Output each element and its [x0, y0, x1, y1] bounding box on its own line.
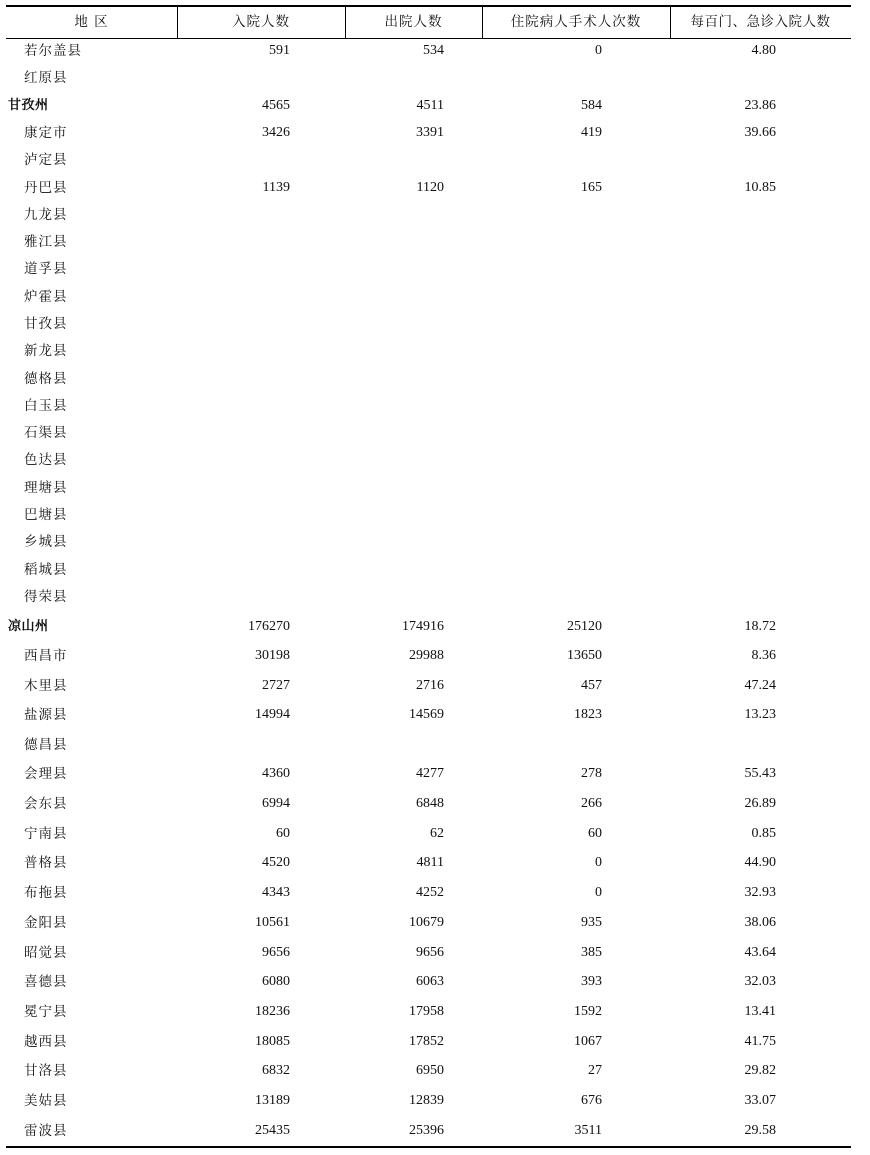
- table-row: [0, 822, 870, 846]
- admission-rate-cell: 29.58: [744, 1123, 776, 1138]
- table-row: [0, 762, 870, 786]
- admission-rate-cell: 4.80: [751, 43, 776, 58]
- admission-rate-cell: 29.82: [744, 1063, 776, 1078]
- region-name-cell: 乡城县: [24, 534, 68, 550]
- region-name-cell: 甘洛县: [24, 1063, 68, 1079]
- discharges-cell: 534: [423, 43, 444, 58]
- region-name-cell: 理塘县: [24, 480, 68, 496]
- table-row: [0, 176, 870, 200]
- region-name-cell: 石渠县: [24, 425, 68, 441]
- table-row: [0, 203, 870, 227]
- table-row: [0, 703, 870, 727]
- region-name-cell: 美姑县: [24, 1093, 68, 1109]
- admissions-cell: 176270: [248, 619, 290, 634]
- discharges-cell: 3391: [416, 125, 444, 140]
- table-row: [0, 1000, 870, 1024]
- admission-rate-cell: 13.41: [744, 1004, 776, 1019]
- surgeries-cell: 278: [581, 766, 602, 781]
- region-name-cell: 越西县: [24, 1034, 68, 1050]
- region-name-cell: 九龙县: [24, 207, 68, 223]
- surgeries-cell: 3511: [574, 1123, 602, 1138]
- region-name-cell: 色达县: [24, 452, 68, 468]
- region-name-cell: 会理县: [24, 766, 68, 782]
- surgeries-cell: 25120: [567, 619, 602, 634]
- table-row: [0, 394, 870, 418]
- admission-rate-cell: 44.90: [744, 855, 776, 870]
- admission-rate-cell: 47.24: [744, 678, 776, 693]
- admission-rate-cell: 26.89: [744, 796, 776, 811]
- region-name-cell: 雷波县: [24, 1123, 68, 1139]
- admissions-cell: 6080: [262, 974, 290, 989]
- region-name-cell: 凉山州: [8, 619, 49, 634]
- header-admissions: 入院人数: [232, 14, 290, 30]
- surgeries-cell: 1592: [574, 1004, 602, 1019]
- region-name-cell: 会东县: [24, 796, 68, 812]
- discharges-cell: 4252: [416, 885, 444, 900]
- table-row: [0, 674, 870, 698]
- discharges-cell: 12839: [409, 1093, 444, 1108]
- admission-rate-cell: 38.06: [744, 915, 776, 930]
- region-name-cell: 布拖县: [24, 885, 68, 901]
- admission-rate-cell: 41.75: [744, 1034, 776, 1049]
- surgeries-cell: 1067: [574, 1034, 602, 1049]
- table-row: [0, 1119, 870, 1143]
- table-row: [0, 421, 870, 445]
- table-row: [0, 503, 870, 527]
- table-row: [0, 448, 870, 472]
- region-name-cell: 新龙县: [24, 343, 68, 359]
- surgeries-cell: 393: [581, 974, 602, 989]
- region-name-cell: 稻城县: [24, 562, 68, 578]
- admissions-cell: 14994: [255, 707, 290, 722]
- region-name-cell: 甘孜州: [8, 98, 49, 113]
- table-row: [0, 792, 870, 816]
- region-name-cell: 道孚县: [24, 261, 68, 277]
- surgeries-cell: 27: [588, 1063, 602, 1078]
- region-name-cell: 西昌市: [24, 648, 68, 664]
- surgeries-cell: 1823: [574, 707, 602, 722]
- region-name-cell: 炉霍县: [24, 289, 68, 305]
- header-admission-rate: 每百门、急诊入院人数: [690, 14, 831, 30]
- admissions-cell: 18236: [255, 1004, 290, 1019]
- table-row: [0, 1089, 870, 1113]
- discharges-cell: 9656: [416, 945, 444, 960]
- table-row: [0, 851, 870, 875]
- admissions-cell: 60: [276, 826, 290, 841]
- table-group-row: [0, 94, 870, 118]
- admissions-cell: 13189: [255, 1093, 290, 1108]
- surgeries-cell: 457: [581, 678, 602, 693]
- admissions-cell: 4520: [262, 855, 290, 870]
- discharges-cell: 2716: [416, 678, 444, 693]
- region-name-cell: 冕宁县: [24, 1004, 68, 1020]
- admissions-cell: 25435: [255, 1123, 290, 1138]
- discharges-cell: 4811: [416, 855, 444, 870]
- admissions-cell: 4343: [262, 885, 290, 900]
- discharges-cell: 29988: [409, 648, 444, 663]
- discharges-cell: 4277: [416, 766, 444, 781]
- region-name-cell: 昭觉县: [24, 945, 68, 961]
- header-surgeries: 住院病人手术人次数: [510, 14, 642, 30]
- table-row: [0, 148, 870, 172]
- admissions-cell: 2727: [262, 678, 290, 693]
- admissions-cell: 10561: [255, 915, 290, 930]
- admission-rate-cell: 0.85: [751, 826, 776, 841]
- table-row: [0, 39, 870, 63]
- surgeries-cell: 0: [595, 885, 602, 900]
- admissions-cell: 30198: [255, 648, 290, 663]
- table-row: [0, 339, 870, 363]
- region-name-cell: 丹巴县: [24, 180, 68, 196]
- region-name-cell: 德昌县: [24, 737, 68, 753]
- admission-rate-cell: 39.66: [744, 125, 776, 140]
- admissions-cell: 1139: [262, 180, 290, 195]
- table-row: [0, 530, 870, 554]
- admissions-cell: 591: [269, 43, 290, 58]
- discharges-cell: 62: [430, 826, 444, 841]
- admission-rate-cell: 32.93: [744, 885, 776, 900]
- admissions-cell: 9656: [262, 945, 290, 960]
- admission-rate-cell: 13.23: [744, 707, 776, 722]
- admissions-cell: 4360: [262, 766, 290, 781]
- surgeries-cell: 165: [581, 180, 602, 195]
- region-name-cell: 白玉县: [24, 398, 68, 414]
- admissions-cell: 4565: [262, 98, 290, 113]
- admission-rate-cell: 32.03: [744, 974, 776, 989]
- region-name-cell: 康定市: [24, 125, 68, 141]
- discharges-cell: 6848: [416, 796, 444, 811]
- admission-rate-cell: 55.43: [744, 766, 776, 781]
- table-row: [0, 733, 870, 757]
- region-name-cell: 巴塘县: [24, 507, 68, 523]
- region-name-cell: 德格县: [24, 371, 68, 387]
- discharges-cell: 25396: [409, 1123, 444, 1138]
- admissions-cell: 6832: [262, 1063, 290, 1078]
- admission-rate-cell: 8.36: [751, 648, 776, 663]
- table-row: [0, 257, 870, 281]
- header-region: 地 区: [74, 14, 109, 30]
- region-name-cell: 金阳县: [24, 915, 68, 931]
- surgeries-cell: 13650: [567, 648, 602, 663]
- table-row: [0, 644, 870, 668]
- admission-rate-cell: 18.72: [744, 619, 776, 634]
- discharges-cell: 6950: [416, 1063, 444, 1078]
- table-row: [0, 970, 870, 994]
- table-row: [0, 230, 870, 254]
- admission-rate-cell: 33.07: [744, 1093, 776, 1108]
- admissions-cell: 18085: [255, 1034, 290, 1049]
- table-row: [0, 312, 870, 336]
- discharges-cell: 6063: [416, 974, 444, 989]
- table-row: [0, 1030, 870, 1054]
- discharges-cell: 10679: [409, 915, 444, 930]
- admission-rate-cell: 10.85: [744, 180, 776, 195]
- region-name-cell: 甘孜县: [24, 316, 68, 332]
- discharges-cell: 4511: [416, 98, 444, 113]
- surgeries-cell: 676: [581, 1093, 602, 1108]
- region-name-cell: 盐源县: [24, 707, 68, 723]
- table-row: [0, 881, 870, 905]
- table-row: [0, 911, 870, 935]
- region-name-cell: 喜德县: [24, 974, 68, 990]
- discharges-cell: 17852: [409, 1034, 444, 1049]
- region-name-cell: 红原县: [24, 70, 68, 86]
- surgeries-cell: 935: [581, 915, 602, 930]
- admissions-cell: 6994: [262, 796, 290, 811]
- region-name-cell: 雅江县: [24, 234, 68, 250]
- table-row: [0, 285, 870, 309]
- table-row: [0, 367, 870, 391]
- discharges-cell: 14569: [409, 707, 444, 722]
- table-row: [0, 558, 870, 582]
- surgeries-cell: 60: [588, 826, 602, 841]
- surgeries-cell: 0: [595, 43, 602, 58]
- table-row: [0, 121, 870, 145]
- region-name-cell: 泸定县: [24, 152, 68, 168]
- discharges-cell: 174916: [402, 619, 444, 634]
- surgeries-cell: 419: [581, 125, 602, 140]
- surgeries-cell: 385: [581, 945, 602, 960]
- header-discharges: 出院人数: [384, 14, 443, 30]
- surgeries-cell: 584: [581, 98, 602, 113]
- region-name-cell: 宁南县: [24, 826, 68, 842]
- region-name-cell: 木里县: [24, 678, 68, 694]
- region-name-cell: 若尔盖县: [24, 43, 82, 59]
- table-row: [0, 941, 870, 965]
- table-row: [0, 1059, 870, 1083]
- table-row: [0, 66, 870, 90]
- table-row: [0, 476, 870, 500]
- surgeries-cell: 0: [595, 855, 602, 870]
- region-name-cell: 普格县: [24, 855, 68, 871]
- region-name-cell: 得荣县: [24, 589, 68, 605]
- table-group-row: [0, 615, 870, 639]
- discharges-cell: 1120: [416, 180, 444, 195]
- admission-rate-cell: 43.64: [744, 945, 776, 960]
- admissions-cell: 3426: [262, 125, 290, 140]
- table-bottom-rule: [6, 1146, 851, 1148]
- surgeries-cell: 266: [581, 796, 602, 811]
- discharges-cell: 17958: [409, 1004, 444, 1019]
- admission-rate-cell: 23.86: [744, 98, 776, 113]
- table-row: [0, 585, 870, 609]
